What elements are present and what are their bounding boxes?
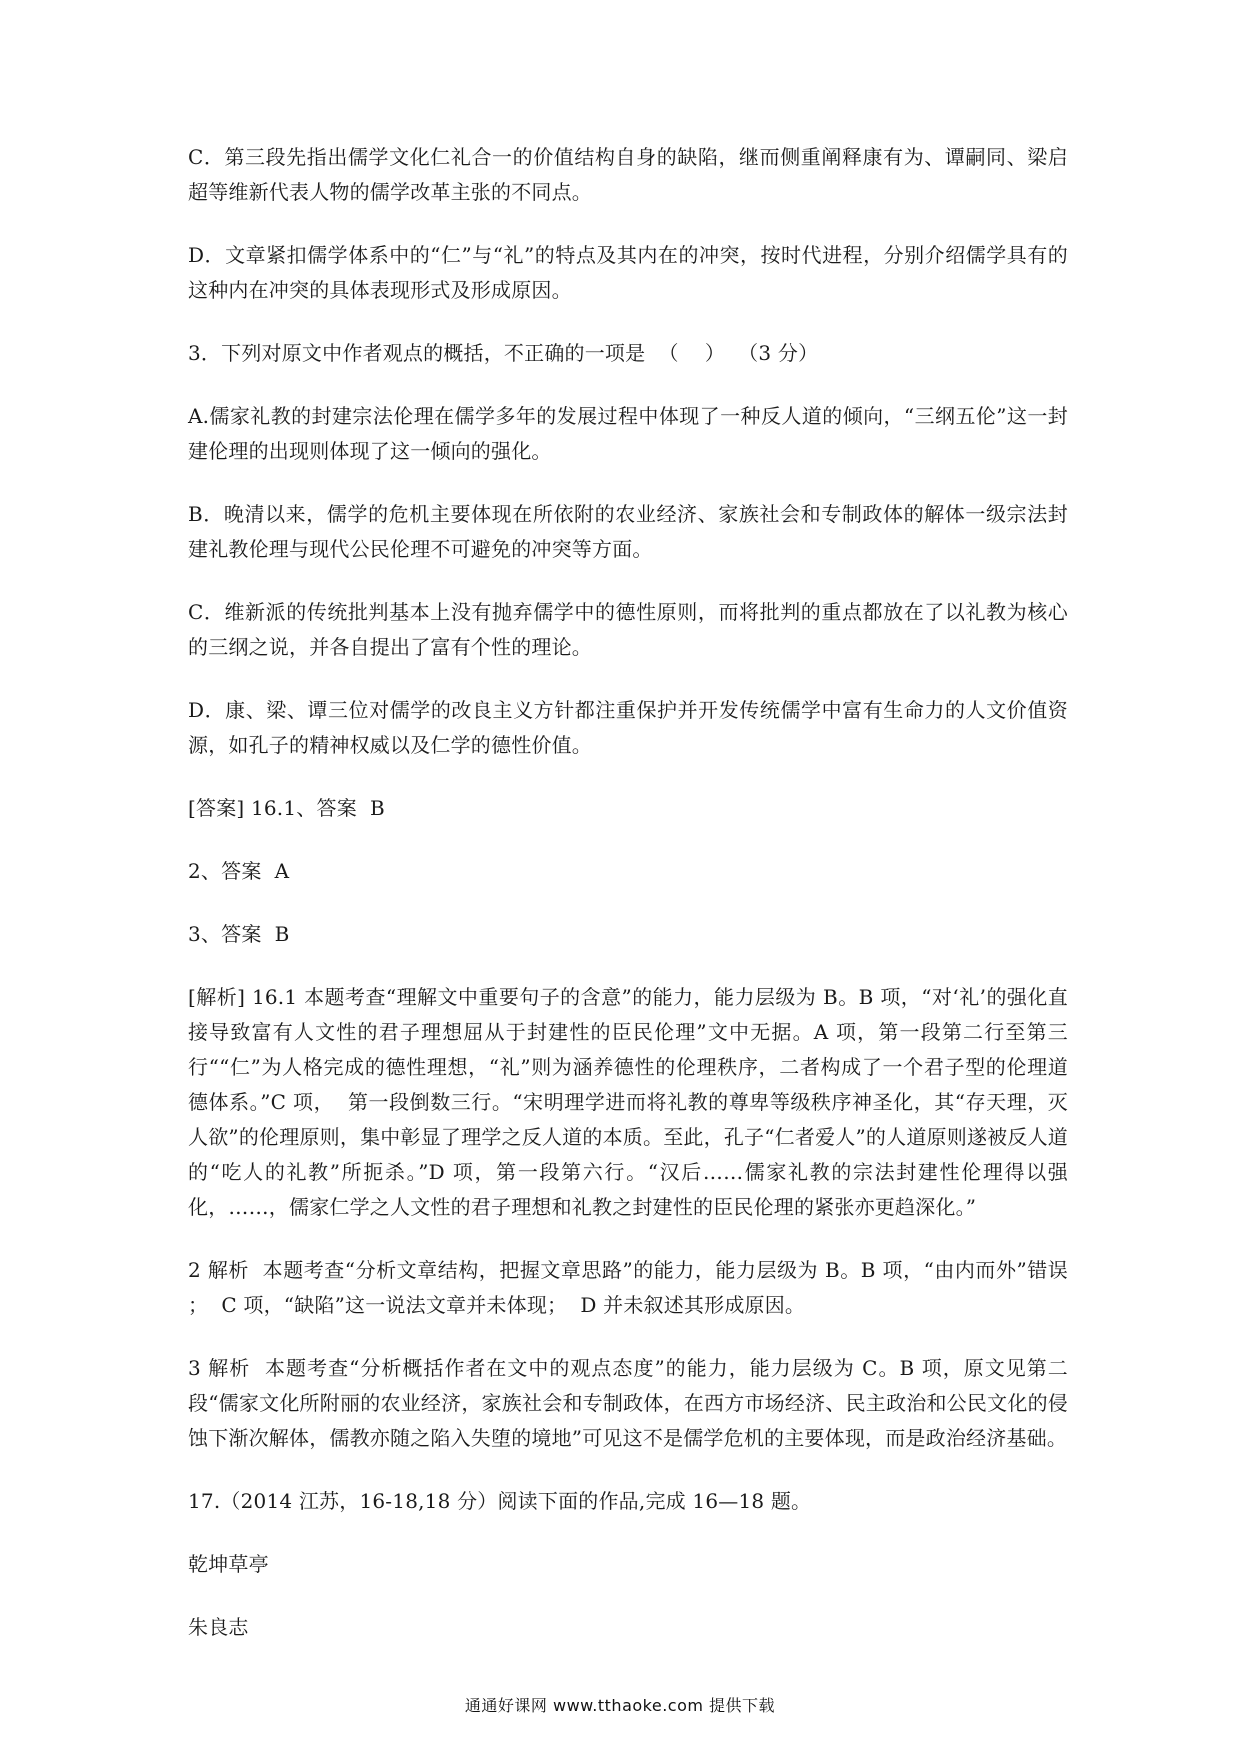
option-c-paragraph: C．第三段先指出儒学文化仁礼合一的价值结构自身的缺陷，继而侧重阐释康有为、谭嗣同、梁启超等维新代表人物的儒学改革主张的不同点。: [188, 145, 1068, 204]
question-17: 17.（2014 江苏，16-18,18 分）阅读下面的作品,完成 16—18 题。: [188, 1489, 812, 1513]
page-footer: 通通好课网 www.tthaoke.com 提供下载: [464, 1696, 776, 1715]
article-title: 乾坤草亭: [188, 1552, 269, 1576]
analysis-2: 2 解析 本题考查“分析文章结构，把握文章思路”的能力，能力层级为 B。B 项，“由内而外”错误 ； C 项，“缺陷”这一说法文章并未体现； D 并未叙述其形成原因。: [188, 1258, 1075, 1317]
q3-option-d: D．康、梁、谭三位对儒学的改良主义方针都注重保护并开发传统儒学中富有生命力的人文价值资源，如孔子的精神权威以及仁学的德性价值。: [188, 698, 1068, 757]
q3-option-b: B．晚清以来，儒学的危机主要体现在所依附的农业经济、家族社会和专制政体的解体一级宗法封建礼教伦理与现代公民伦理不可避免的冲突等方面。: [188, 502, 1068, 561]
q3-option-a: A.儒家礼教的封建宗法伦理在儒学多年的发展过程中体现了一种反人道的倾向，“三纲五伦”这一封建伦理的出现则体现了这一倾向的强化。: [188, 404, 1068, 463]
analysis-3: 3 解析 本题考查“分析概括作者在文中的观点态度”的能力，能力层级为 C。B 项，原文见第二段“儒家文化所附丽的农业经济，家族社会和专制政体，在西方市场经济、民主政治和公民文化的侵蚀下渐次解体，儒教亦随之陷入失堕的境地”可见这不是儒学危机的主要体现，而是政治经济基础。: [188, 1356, 1068, 1450]
answer-1: [答案] 16.1、答案 B: [188, 796, 385, 820]
question-3: 3．下列对原文中作者观点的概括，不正确的一项是 （ ） （3 分）: [188, 341, 819, 365]
analysis-1: [解析] 16.1 本题考查“理解文中重要句子的含意”的能力，能力层级为 B。B 项，“对‘礼’的强化直接导致富有人文性的君子理想屈从于封建性的臣民伦理”文中无据。A 项，第一段第二行至第三行““仁”为人格完成的德性理想，“礼”则为涵养德性的伦理秩序，二者构成了一个君子型的伦理道德体系。”C 项， 第一段倒数三行。“宋明理学进而将礼教的尊卑等级秩序神圣化，其“存天理，灭人欲”的伦理原则，集中彰显了理学之反人道的本质。至此，孔子“仁者爱人”的人道原则遂被反人道的“吃人的礼教”所扼杀。”D 项，第一段第六行。“汉后……儒家礼教的宗法封建性伦理得以强化，……，儒家仁学之人文性的君子理想和礼教之封建性的臣民伦理的紧张亦更趋深化。”: [188, 985, 1068, 1219]
answer-3: 3、答案 B: [188, 922, 290, 946]
q3-option-c: C．维新派的传统批判基本上没有抛弃儒学中的德性原则，而将批判的重点都放在了以礼教为核心的三纲之说，并各自提出了富有个性的理论。: [188, 600, 1068, 659]
document-body: [188, 140, 1075, 1673]
option-d-paragraph: D．文章紧扣儒学体系中的“仁”与“礼”的特点及其内在的冲突，按时代进程，分别介绍儒学具有的这种内在冲突的具体表现形式及形成原因。: [188, 243, 1068, 302]
article-author: 朱良志: [188, 1615, 249, 1639]
answer-2: 2、答案 A: [188, 859, 290, 883]
